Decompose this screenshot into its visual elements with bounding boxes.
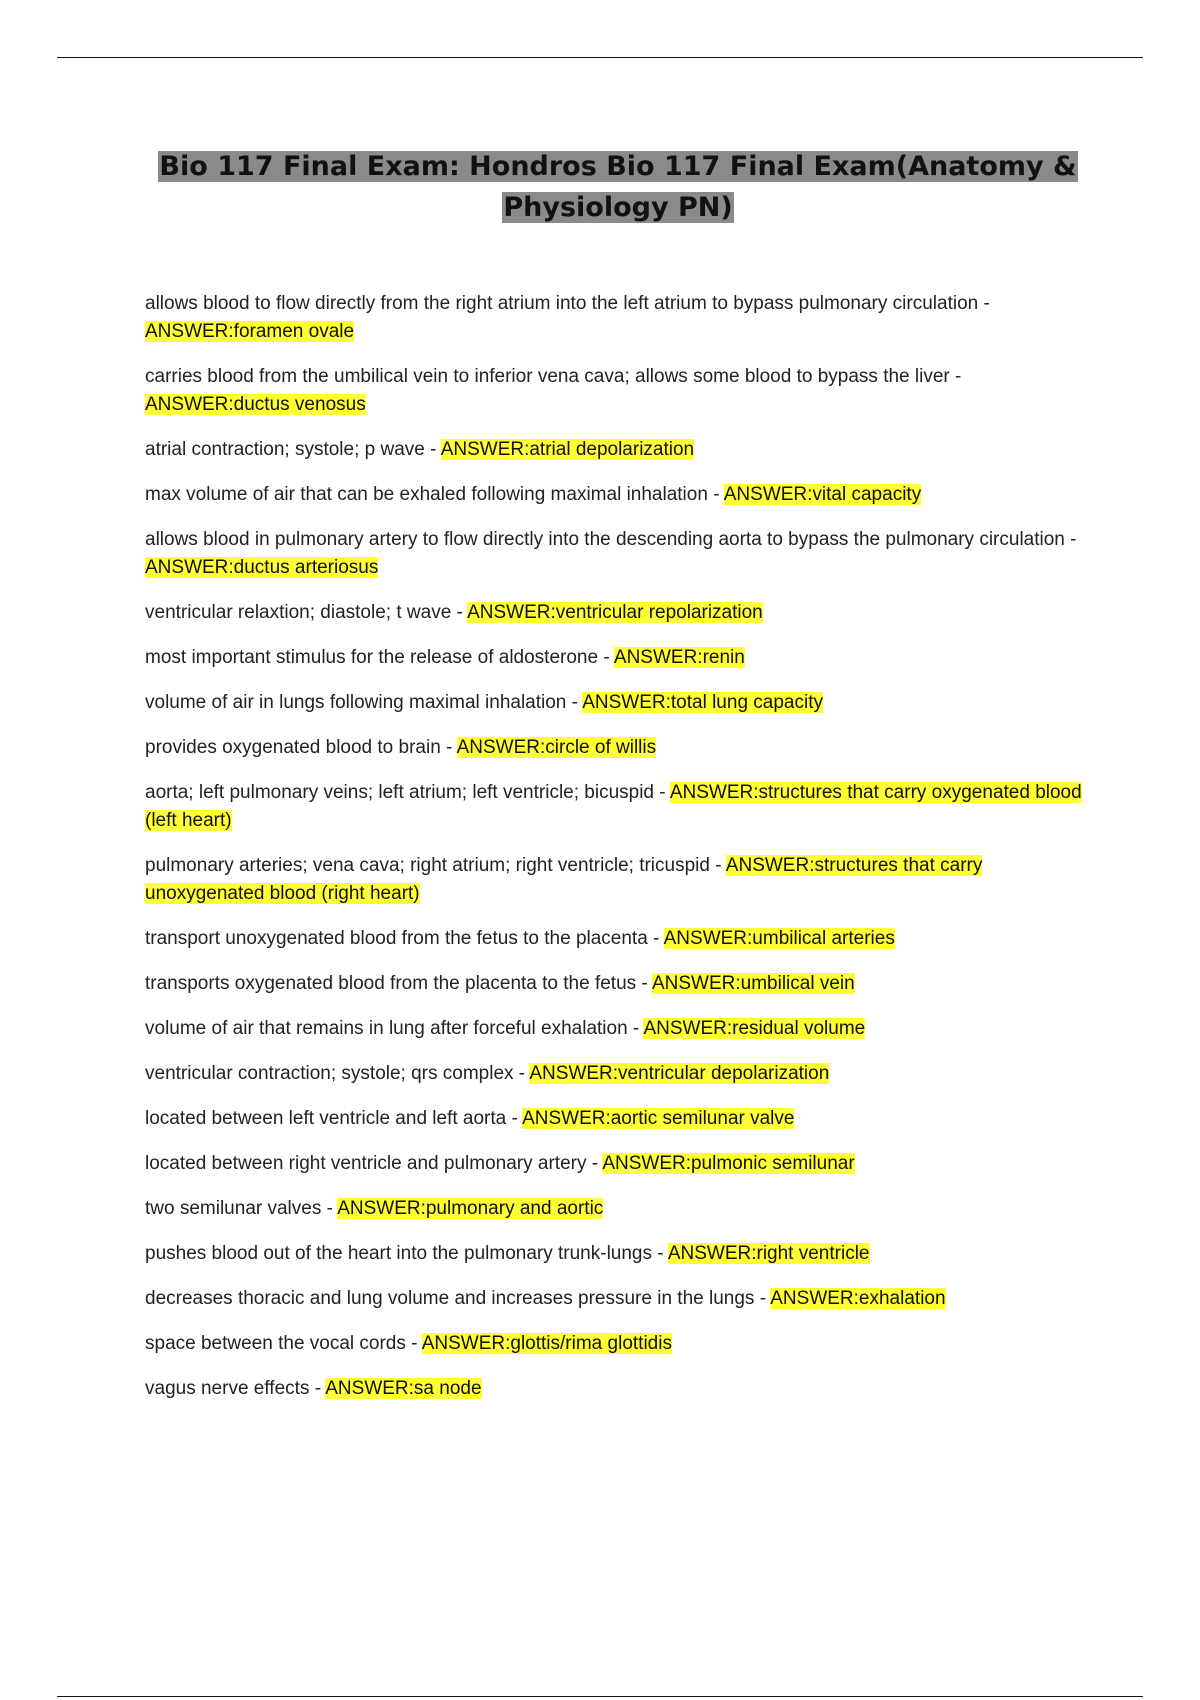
question-text: located between left ventricle and left aorta - xyxy=(145,1108,523,1129)
answer-highlight: ANSWER:ventricular repolarization xyxy=(467,602,763,623)
answer-highlight: ANSWER:ductus arteriosus xyxy=(145,557,379,578)
answer-highlight: ANSWER:aortic semilunar valve xyxy=(522,1108,795,1129)
question-text: ventricular relaxtion; diastole; t wave - xyxy=(145,602,468,623)
question-text: pushes blood out of the heart into the pulmonary trunk-lungs - xyxy=(145,1243,668,1264)
answer-highlight: ANSWER:total lung capacity xyxy=(582,692,823,713)
question-text: provides oxygenated blood to brain - xyxy=(145,737,457,758)
title-line-2: Physiology PN) xyxy=(503,192,733,223)
question-text: transports oxygenated blood from the placenta to the fetus - xyxy=(145,973,652,994)
qa-item xyxy=(145,1195,1090,1223)
header-rule xyxy=(57,57,1143,58)
answer-highlight: ANSWER:ventricular depolarization xyxy=(529,1063,830,1084)
answer-highlight: ANSWER:circle of willis xyxy=(456,737,657,758)
qa-item xyxy=(145,1105,1090,1133)
question-text: two semilunar valves - xyxy=(145,1198,338,1219)
qa-item xyxy=(145,363,1090,419)
qa-item xyxy=(145,1330,1090,1358)
answer-highlight: ANSWER:pulmonary and aortic xyxy=(337,1198,604,1219)
qa-item xyxy=(145,689,1090,717)
answer-highlight: ANSWER:umbilical vein xyxy=(651,973,855,994)
question-text: transport unoxygenated blood from the fetus to the placenta - xyxy=(145,928,664,949)
answer-highlight: ANSWER:atrial depolarization xyxy=(440,439,695,460)
qa-item xyxy=(145,290,1090,346)
qa-item xyxy=(145,734,1090,762)
qa-item xyxy=(145,481,1090,509)
qa-item xyxy=(145,644,1090,672)
answer-highlight: ANSWER:sa node xyxy=(325,1378,482,1399)
qa-item xyxy=(145,1015,1090,1043)
qa-item xyxy=(145,436,1090,464)
question-text: volume of air that remains in lung after forceful exhalation - xyxy=(145,1018,644,1039)
answer-highlight: ANSWER:residual volume xyxy=(643,1018,866,1039)
question-text: most important stimulus for the release of aldosterone - xyxy=(145,647,614,668)
question-text: carries blood from the umbilical vein to inferior vena cava; allows some blood to bypass the liver - xyxy=(145,366,962,387)
qa-item xyxy=(145,1375,1090,1403)
question-text: atrial contraction; systole; p wave - xyxy=(145,439,441,460)
qa-item xyxy=(145,852,1090,908)
qa-item xyxy=(145,599,1090,627)
answer-highlight: ANSWER:right ventricle xyxy=(667,1243,870,1264)
qa-item xyxy=(145,1240,1090,1268)
answer-highlight: ANSWER:glottis/rima glottidis xyxy=(421,1333,672,1354)
question-text: pulmonary arteries; vena cava; right atrium; right ventricle; tricuspid - xyxy=(145,855,726,876)
question-text: decreases thoracic and lung volume and increases pressure in the lungs - xyxy=(145,1288,771,1309)
answer-highlight: ANSWER:exhalation xyxy=(770,1288,946,1309)
answer-highlight: ANSWER:vital capacity xyxy=(723,484,922,505)
qa-item xyxy=(145,1150,1090,1178)
question-text: allows blood to flow directly from the right atrium into the left atrium to bypass pulmonary circulation - xyxy=(145,293,990,314)
answer-highlight: ANSWER:renin xyxy=(613,647,745,668)
footer-rule xyxy=(57,1696,1143,1697)
qa-list xyxy=(145,290,1090,1420)
question-text: max volume of air that can be exhaled following maximal inhalation - xyxy=(145,484,724,505)
answer-highlight: ANSWER:structures that carry oxygenated blood (left heart) xyxy=(145,782,1082,831)
qa-item xyxy=(145,970,1090,998)
question-text: aorta; left pulmonary veins; left atrium; left ventricle; bicuspid - xyxy=(145,782,670,803)
answer-highlight: ANSWER:foramen ovale xyxy=(145,321,355,342)
qa-item xyxy=(145,1285,1090,1313)
answer-highlight: ANSWER:ductus venosus xyxy=(145,394,366,415)
answer-highlight: ANSWER:pulmonic semilunar xyxy=(602,1153,855,1174)
qa-item xyxy=(145,779,1090,835)
qa-item xyxy=(145,925,1090,953)
question-text: located between right ventricle and pulmonary artery - xyxy=(145,1153,603,1174)
qa-item xyxy=(145,526,1090,582)
document-title xyxy=(150,146,1086,228)
title-line-1: Bio 117 Final Exam: Hondros Bio 117 Final Exam(Anatomy & xyxy=(159,151,1077,182)
question-text: volume of air in lungs following maximal inhalation - xyxy=(145,692,583,713)
question-text: vagus nerve effects - xyxy=(145,1378,326,1399)
answer-highlight: ANSWER:structures that carry unoxygenated blood (right heart) xyxy=(145,855,983,904)
qa-item xyxy=(145,1060,1090,1088)
question-text: space between the vocal cords - xyxy=(145,1333,422,1354)
question-text: ventricular contraction; systole; qrs complex - xyxy=(145,1063,530,1084)
answer-highlight: ANSWER:umbilical arteries xyxy=(663,928,895,949)
question-text: allows blood in pulmonary artery to flow directly into the descending aorta to bypass the pulmonary circulation - xyxy=(145,529,1077,550)
